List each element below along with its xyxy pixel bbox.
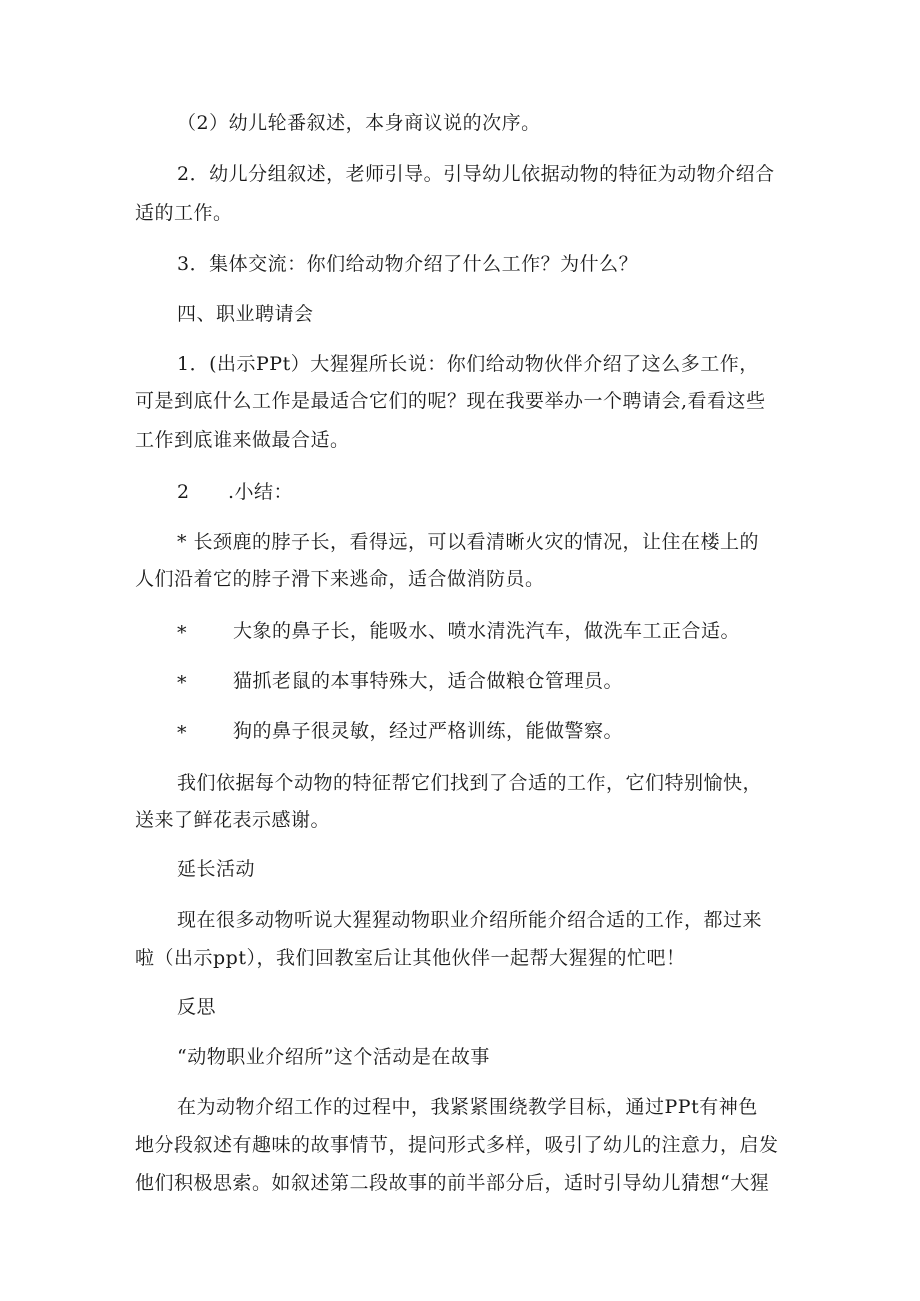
paragraph-8: “动物职业介绍所”这个活动是在故事: [177, 1046, 490, 1068]
paragraph-9-line-3: 他们积极思索。如叙述第二段故事的前半部分后，适时引导幼儿猜想“大猩: [135, 1172, 770, 1194]
section-heading-reflection: 反思: [177, 996, 217, 1018]
section-heading-4: 四、职业聘请会: [177, 303, 314, 325]
bullet-mark-dog: *: [177, 722, 187, 744]
bullet-dog: 狗的鼻子很灵敏，经过严格训练，能做警察。: [233, 720, 624, 742]
summary-label: .小结：: [228, 481, 294, 503]
paragraph-3: 3．集体交流：你们给动物介绍了什么工作？为什么？: [177, 253, 639, 275]
bullet-elephant: 大象的鼻子长，能吸水、喷水清洗汽车，做洗车工正合适。: [233, 620, 741, 642]
paragraph-4-line-3: 工作到底谁来做最合适。: [135, 429, 350, 451]
paragraph-4-line-1: 1．(出示PPt）大猩猩所长说：你们给动物伙伴介绍了这么多工作，: [177, 353, 759, 375]
paragraph-6-line-1: 我们依据每个动物的特征帮它们找到了合适的工作，它们特别愉快，: [177, 772, 763, 794]
summary-number: 2: [177, 481, 190, 503]
paragraph-9-line-2: 地分段叙述有趣味的故事情节，提问形式多样，吸引了幼儿的注意力，启发: [135, 1134, 779, 1156]
bullet-mark-elephant: *: [177, 622, 187, 644]
bullet-giraffe-line-1: * 长颈鹿的脖子长，看得远，可以看清晰火灾的情况，让住在楼上的: [177, 531, 760, 553]
paragraph-2-line-1: 2．幼儿分组叙述，老师引导。引导幼儿依据动物的特征为动物介绍合: [177, 163, 775, 185]
bullet-cat: 猫抓老鼠的本事特殊大，适合做粮仓管理员。: [233, 670, 624, 692]
section-heading-extension: 延长活动: [177, 858, 256, 880]
paragraph-step-2-sub: （2）幼儿轮番叙述，本身商议说的次序。: [177, 112, 541, 134]
paragraph-9-line-1: 在为动物介绍工作的过程中，我紧紧围绕教学目标，通过PPt有神色: [177, 1096, 758, 1118]
bullet-giraffe-line-2: 人们沿着它的脖子滑下来逃命，适合做消防员。: [135, 568, 545, 590]
bullet-mark-cat: *: [177, 672, 187, 694]
paragraph-4-line-2: 可是到底什么工作是最适合它们的呢？现在我要举办一个聘请会,看看这些: [135, 390, 766, 412]
paragraph-7-line-2: 啦（出示ppt），我们回教室后让其他伙伴一起帮大猩猩的忙吧！: [135, 947, 686, 969]
paragraph-6-line-2: 送来了鲜花表示感谢。: [135, 809, 331, 831]
paragraph-7-line-1: 现在很多动物听说大猩猩动物职业介绍所能介绍合适的工作，都过来: [177, 909, 763, 931]
paragraph-2-line-2: 适的工作。: [135, 202, 233, 224]
